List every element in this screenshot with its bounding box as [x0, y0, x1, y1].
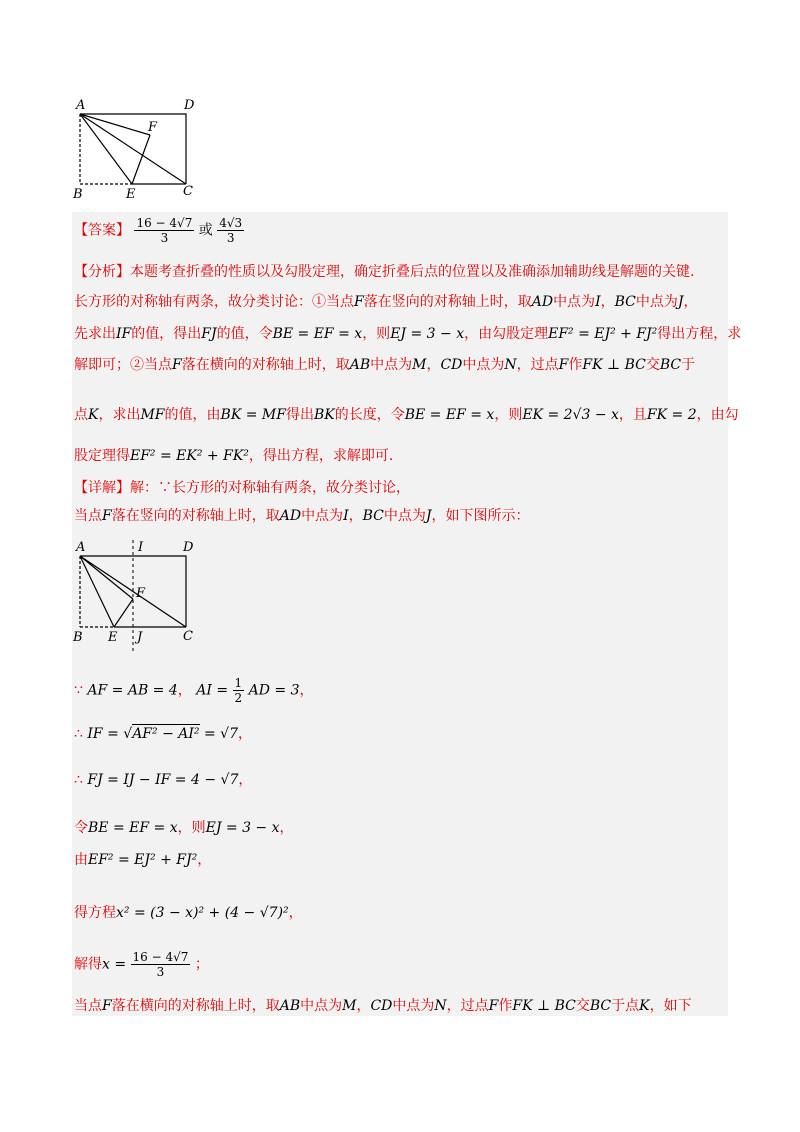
figure-rectangle-fold [70, 95, 210, 205]
answer-fraction-2: $\frac{4√3}{3}$ [219, 216, 243, 245]
label-i: I [138, 540, 144, 555]
step-6: 得方程x² = (3 − x)² + (4 − √7)²， [74, 905, 303, 921]
analysis-tag: 【分析】 [74, 264, 130, 280]
label-c: C [183, 184, 193, 199]
analysis-line-6: 股定理得EF² = EK² + FK²，得出方程，求解即可. [74, 448, 394, 464]
label-f-2: F [136, 586, 146, 601]
label-e: E [126, 187, 136, 202]
label-b-2: B [73, 630, 83, 645]
label-b: B [73, 187, 83, 202]
step-3: ∴ FJ = IJ − IF = 4 − √7， [74, 772, 253, 788]
solution-fraction: $\frac{16 - 4√7}{3}$ [132, 950, 189, 979]
step-7: 解得x = $\frac{16 - 4√7}{3}$ ； [74, 950, 209, 979]
analysis-line-4: 解即可；②当点F落在横向的对称轴上时，取AB中点为M，CD中点为N，过点F作FK ⊥ BC交BC于 [74, 357, 696, 373]
answer-fraction-1: $\frac{16 - 4√7}{3}$ [136, 216, 193, 245]
crease-ae-2 [80, 556, 114, 627]
answer-tag: 【答案】 [74, 222, 130, 239]
step-8: 当点F落在横向的对称轴上时，取AB中点为M，CD中点为N，过点F作FK ⊥ BC交BC于点K，如下 [74, 998, 692, 1014]
label-c-2: C [183, 629, 193, 644]
step-2: ∴ IF = √AF² − AI² = √7， [74, 726, 252, 742]
detail-tag: 【详解】 [74, 480, 130, 496]
detail-line-1: 【详解】解：∵长方形的对称轴有两条，故分类讨论， [74, 480, 410, 496]
answer-or: 或 [198, 222, 213, 239]
analysis-text-1: 本题考查折叠的性质以及勾股定理，确定折叠后点的位置以及准确添加辅助线是解题的关键. [130, 264, 695, 280]
segment-fe [132, 135, 150, 184]
step-4: 令BE = EF = x，则EJ = 3 − x， [74, 820, 294, 836]
segment-fe-2 [114, 599, 133, 627]
label-a: A [76, 98, 86, 113]
step-5: 由EF² = EJ² + FJ²， [74, 852, 212, 868]
diagonal-ac [80, 114, 186, 184]
detail-line-2: 当点F落在竖向的对称轴上时，取AD中点为I，BC中点为J，如下图所示： [74, 508, 530, 524]
label-d: D [184, 98, 195, 113]
segment-af-2 [80, 556, 133, 599]
half-fraction: $\frac{1}{2}$ [234, 676, 243, 705]
analysis-line-3: 先求出IF的值，得出FJ的值，令BE = EF = x，则EJ = 3 − x，由勾股定理EF² = EJ² + FJ²得出方程，求 [74, 326, 742, 342]
analysis-line-1 [74, 262, 694, 282]
segment-af [80, 114, 150, 135]
label-f: F [148, 120, 158, 135]
answer-line [74, 216, 244, 245]
analysis-line-2: 长方形的对称轴有两条，故分类讨论：①当点F落在竖向的对称轴上时，取AD中点为I，BC中点为J， [74, 294, 698, 310]
label-e-2: E [108, 630, 118, 645]
label-d-2: D [183, 540, 194, 555]
step-1: ∵ AF = AB = 4， AI = $\frac{1}{2}$ AD = 3， [74, 676, 314, 705]
figure-vertical-axis-svg [70, 536, 210, 656]
figure-rectangle-fold-svg [70, 95, 210, 205]
analysis-line-5: 点K，求出MF的值，由BK = MF得出BK的长度，令BE = EF = x，则EK = 2√3 − x，且FK = 2，由勾 [74, 407, 739, 423]
crease-ae [80, 114, 132, 184]
label-j: J [137, 630, 143, 645]
label-a-2: A [76, 540, 86, 555]
figure-vertical-axis [70, 536, 210, 656]
